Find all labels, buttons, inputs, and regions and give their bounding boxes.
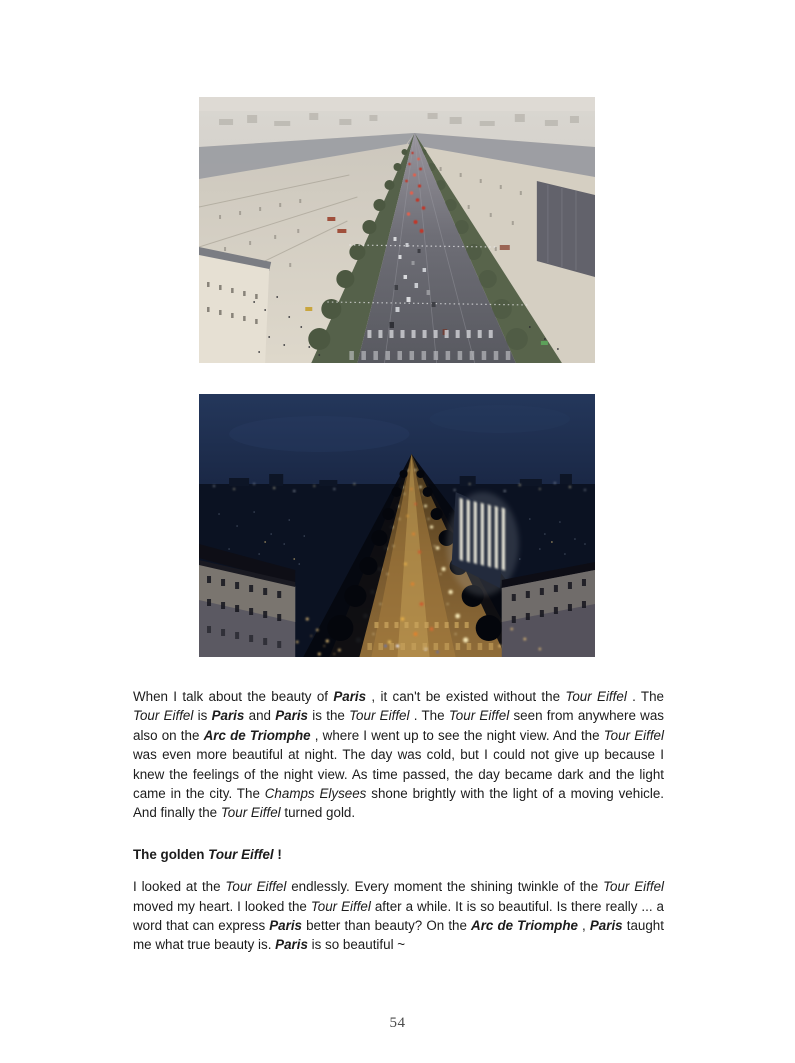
photo-champs-elysees-day xyxy=(199,97,595,363)
text-run: Paris xyxy=(269,918,302,934)
page-number: 54 xyxy=(389,1015,406,1031)
text-run: ! xyxy=(273,846,282,862)
text-run: Tour Eiffel xyxy=(603,727,664,743)
day-photo-illustration xyxy=(199,97,595,363)
text-run: Tour Eiffel xyxy=(220,805,281,821)
text-run: turned gold. xyxy=(280,805,356,821)
text-run: Paris xyxy=(589,918,623,934)
text-run: is the xyxy=(308,708,350,724)
text-run: and xyxy=(244,708,276,724)
text-run: shone brightly with the light of a moving vehicle. And finally the xyxy=(133,786,665,821)
text-run: seen from anywhere was also on the xyxy=(133,708,664,743)
text-run: Tour Eiffel xyxy=(208,846,274,862)
text-run: Paris xyxy=(275,708,308,724)
text-run: moved my heart. I looked the xyxy=(133,898,311,914)
text-run: . The xyxy=(409,708,449,724)
text-run: is so beautiful ~ xyxy=(307,937,406,953)
text-run: Paris xyxy=(333,689,367,704)
text-run: , xyxy=(577,918,590,934)
text-run: Paris xyxy=(275,937,308,953)
text-run: The golden xyxy=(133,846,209,862)
text-run: is xyxy=(193,708,212,724)
text-run: Paris xyxy=(211,708,245,724)
text-run: Tour Eiffel xyxy=(133,708,194,724)
text-run: I looked at the xyxy=(133,879,226,895)
text-block xyxy=(133,687,664,977)
text-run: , it can't be existed without the xyxy=(366,689,566,704)
text-run: Tour Eiffel xyxy=(349,708,410,724)
text-run: Champs Elysees xyxy=(264,786,367,802)
text-run: , where I went up to see the night view. And the xyxy=(310,727,604,743)
text-run: . The xyxy=(626,689,665,704)
text-run: endlessly. Every moment the shining twinkle of the xyxy=(286,879,604,895)
text-run: better than beauty? On the xyxy=(302,918,472,934)
text-run: was even more beautiful at night. The day was cold, but I could not give up because I knew the feelings of the night view. As time passed, the day became dark and the light came in the city. The xyxy=(133,747,664,802)
text-run: Tour Eiffel xyxy=(448,708,510,724)
body-paragraph xyxy=(133,877,664,955)
text-run: Tour Eiffel xyxy=(310,898,371,914)
text-run: taught me what true beauty is. xyxy=(133,918,664,953)
text-run: Tour Eiffel xyxy=(603,879,664,895)
section-heading xyxy=(133,845,664,864)
text-run: after a while. It is so beautiful. Is there really ... a word that can express xyxy=(133,898,664,934)
body-paragraph xyxy=(133,687,664,823)
text-run: Arc de Triomphe xyxy=(203,727,311,743)
text-run: Tour Eiffel xyxy=(225,879,287,895)
night-photo-illustration xyxy=(199,394,595,657)
text-run: Arc de Triomphe xyxy=(471,918,578,934)
text-run: Tour Eiffel xyxy=(565,689,627,704)
photo-champs-elysees-night xyxy=(199,394,595,657)
text-run: When I talk about the beauty of xyxy=(133,689,334,704)
